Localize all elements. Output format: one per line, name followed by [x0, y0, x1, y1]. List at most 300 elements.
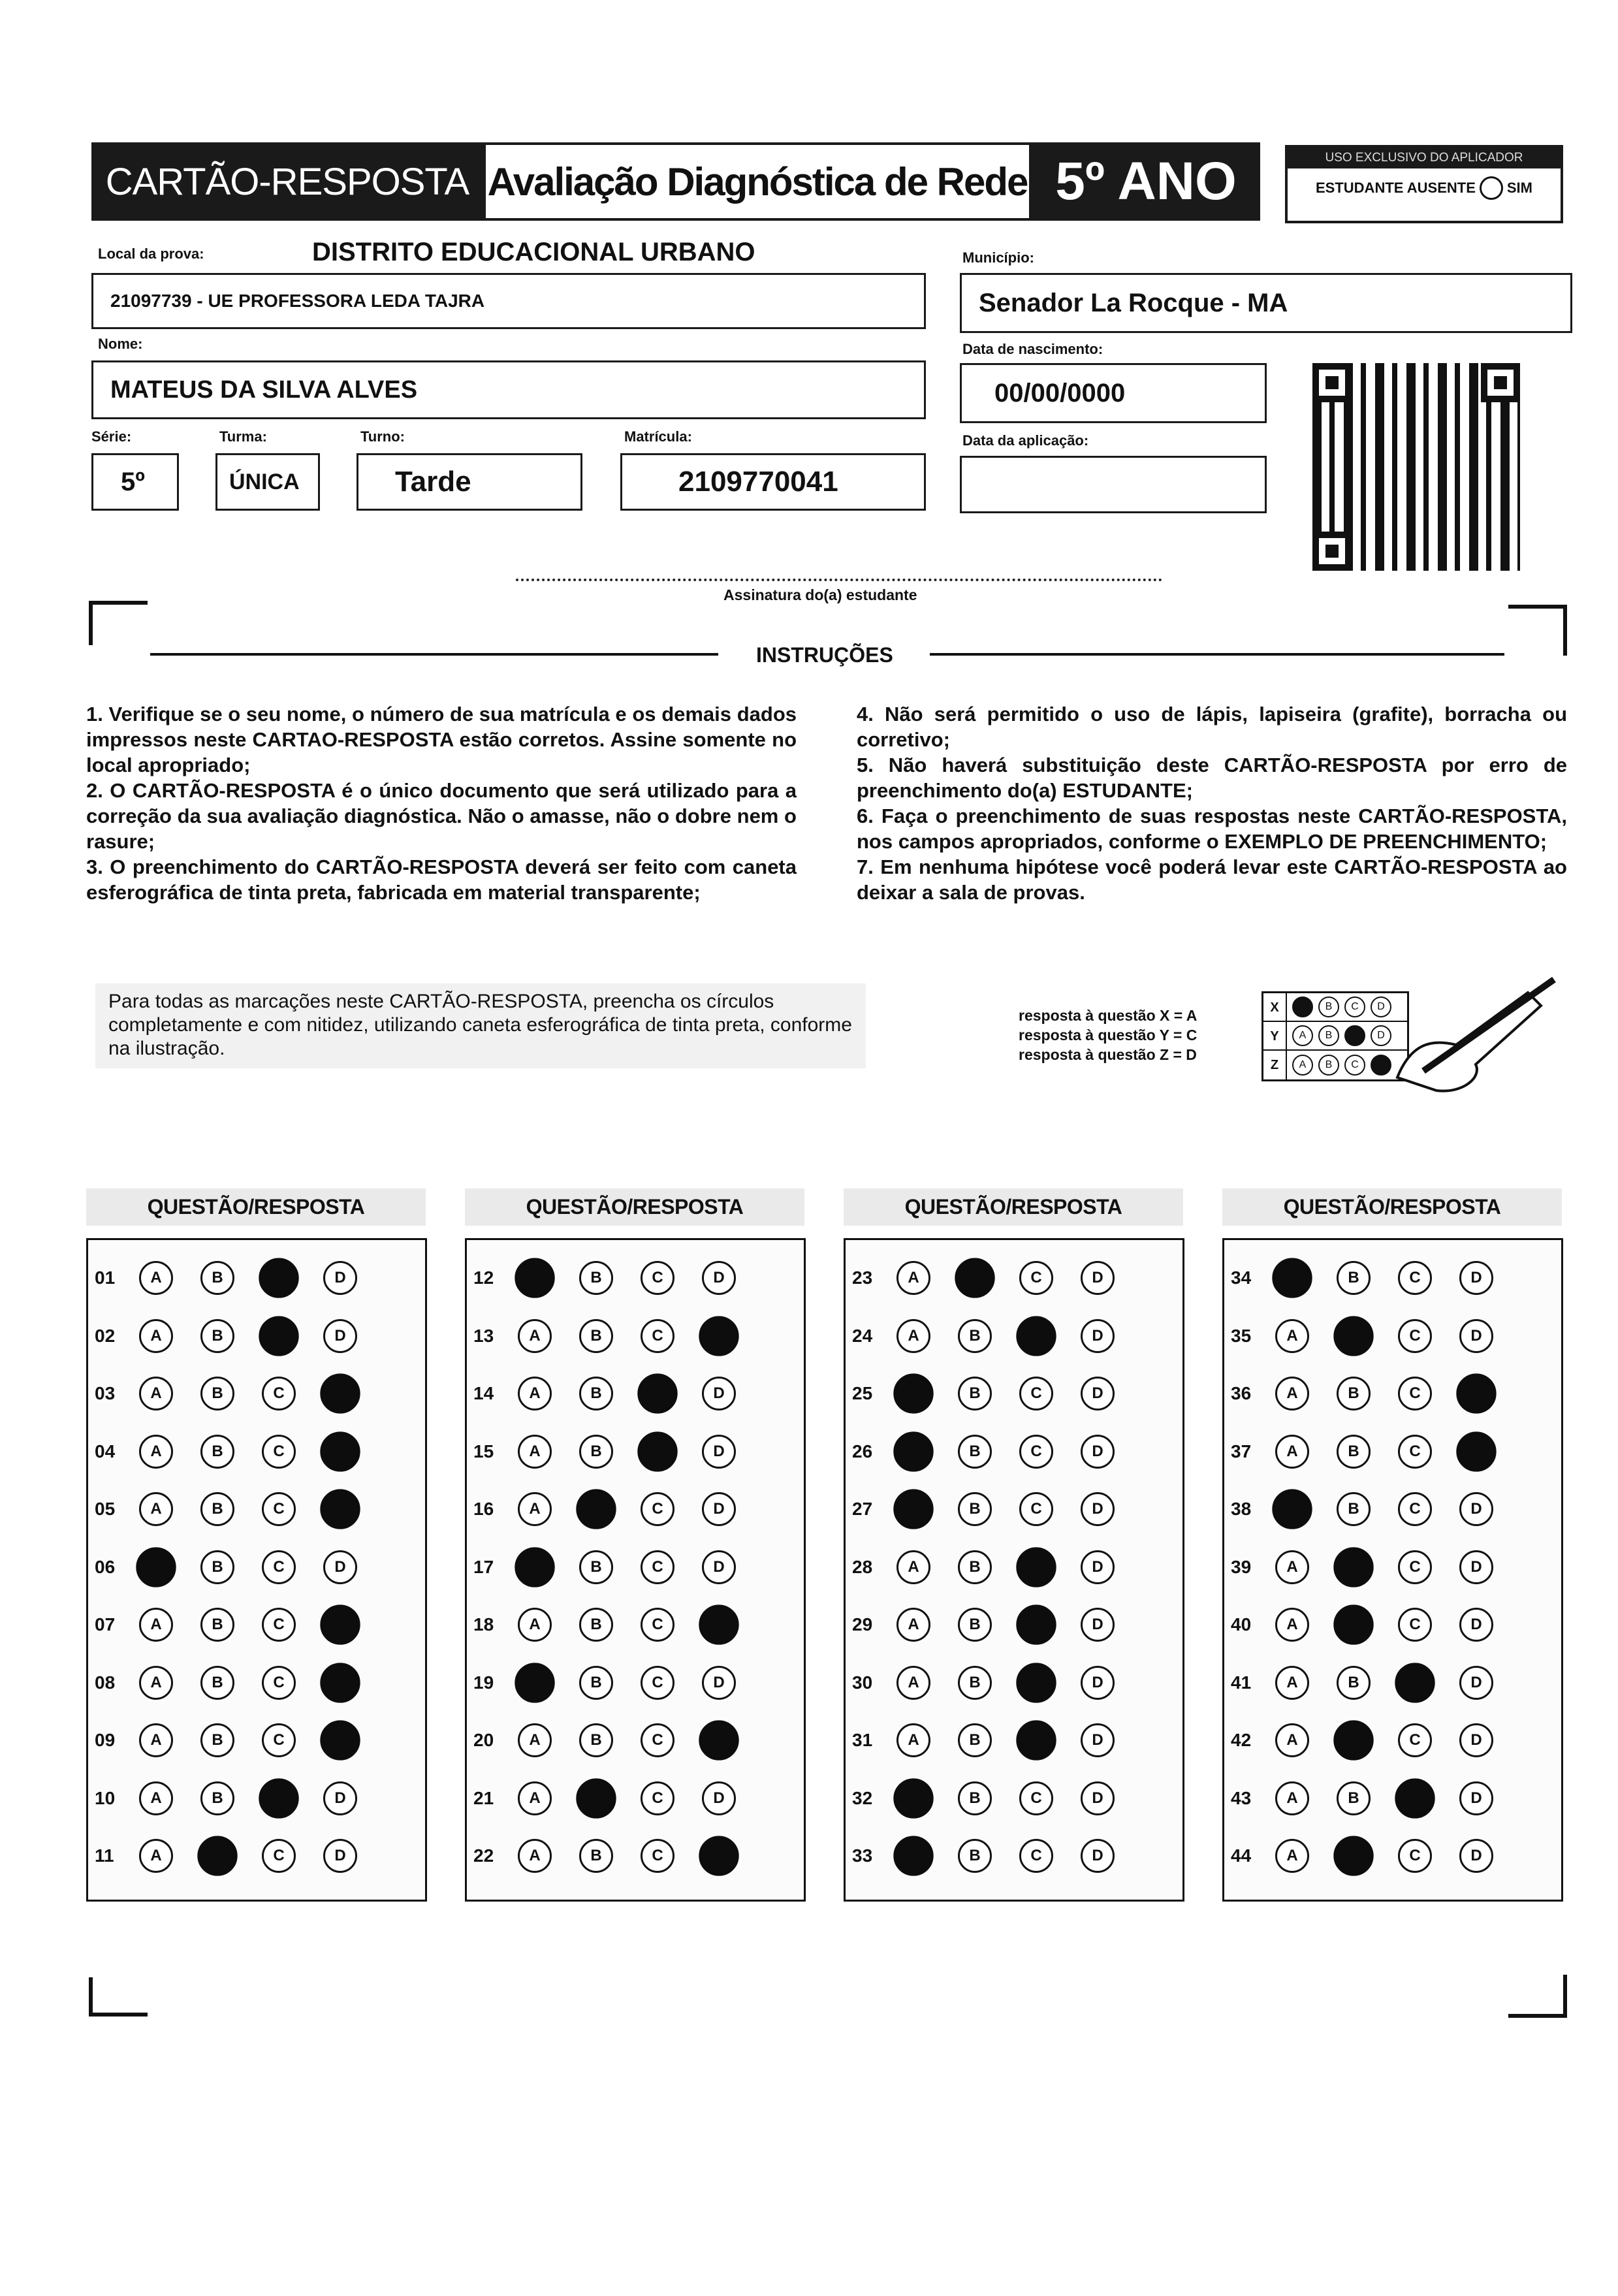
nome-field: [91, 360, 926, 419]
evaluation-banner: [483, 142, 1032, 221]
question-number: 30: [852, 1672, 873, 1693]
example-bubble-b: B: [1318, 1055, 1339, 1076]
answer-bubble-a[interactable]: [515, 1547, 554, 1587]
answer-bubble-a[interactable]: A: [518, 1319, 552, 1353]
answer-bubble-b[interactable]: B: [958, 1377, 992, 1411]
answer-bubble-b[interactable]: [576, 1778, 616, 1818]
answer-bubble-d[interactable]: D: [323, 1839, 357, 1873]
answer-bubble-b[interactable]: B: [958, 1492, 992, 1526]
question-row-09: [88, 1712, 425, 1770]
answer-bubble-d[interactable]: [1456, 1374, 1496, 1414]
example-bubble-c: [1344, 1025, 1365, 1046]
answer-bubble-c[interactable]: C: [262, 1492, 296, 1526]
answer-bubble-a[interactable]: [893, 1431, 933, 1471]
answer-bubble-d[interactable]: D: [1459, 1839, 1493, 1873]
aplicacao-field[interactable]: [960, 456, 1267, 513]
answer-bubble-d[interactable]: D: [1459, 1319, 1493, 1353]
grade-badge: 5º ANO: [1055, 151, 1237, 211]
answer-bubble-b[interactable]: B: [200, 1377, 234, 1411]
question-number: 09: [95, 1730, 116, 1751]
question-number: 44: [1231, 1845, 1252, 1866]
example-legend: [1019, 1006, 1197, 1064]
municipio-value: Senador La Rocque - MA: [979, 288, 1288, 317]
pen-body: [1423, 980, 1554, 1071]
answer-bubble-c[interactable]: [1016, 1316, 1056, 1356]
question-row-19: [467, 1654, 804, 1712]
aplicacao-label: Data da aplicação:: [962, 432, 1089, 449]
answer-bubble-b[interactable]: B: [1337, 1492, 1371, 1526]
question-number: 24: [852, 1325, 873, 1346]
answer-bubble-d[interactable]: D: [702, 1261, 736, 1295]
question-number: 41: [1231, 1672, 1252, 1693]
answer-bubble-c[interactable]: C: [641, 1666, 674, 1700]
answer-bubble-b[interactable]: [1333, 1721, 1373, 1761]
answer-bubble-a[interactable]: A: [518, 1608, 552, 1642]
answer-bubble-b[interactable]: B: [1337, 1377, 1371, 1411]
answer-bubble-b[interactable]: B: [958, 1550, 992, 1584]
example-legend-line: resposta à questão X = A: [1019, 1007, 1198, 1024]
absent-option: SIM: [1506, 180, 1532, 196]
answer-bubble-a[interactable]: A: [1275, 1377, 1309, 1411]
answer-bubble-c[interactable]: C: [262, 1839, 296, 1873]
answer-bubble-a[interactable]: A: [139, 1435, 173, 1469]
answer-bubble-d[interactable]: D: [1081, 1781, 1115, 1815]
answer-bubble-c[interactable]: C: [1019, 1377, 1053, 1411]
answer-bubble-b[interactable]: B: [958, 1666, 992, 1700]
answer-bubble-a[interactable]: A: [139, 1261, 173, 1295]
answer-bubble-c[interactable]: [1016, 1547, 1056, 1587]
question-number: 38: [1231, 1499, 1252, 1520]
answer-bubble-c[interactable]: C: [1398, 1723, 1432, 1757]
answer-bubble-d[interactable]: D: [702, 1377, 736, 1411]
question-row-38: [1224, 1480, 1561, 1539]
question-number: 18: [473, 1614, 494, 1635]
answer-bubble-b[interactable]: B: [1337, 1666, 1371, 1700]
answer-bubble-d[interactable]: D: [323, 1319, 357, 1353]
question-number: 27: [852, 1499, 873, 1520]
answer-bubble-a[interactable]: [515, 1258, 554, 1298]
question-row-29: [846, 1596, 1182, 1654]
answer-bubble-d[interactable]: D: [1459, 1781, 1493, 1815]
answer-bubble-a[interactable]: A: [139, 1666, 173, 1700]
answer-bubble-a[interactable]: A: [896, 1550, 930, 1584]
municipio-label: Município:: [962, 249, 1034, 266]
answer-bubble-a[interactable]: [1272, 1258, 1312, 1298]
example-bubble-c: C: [1344, 997, 1365, 1017]
question-row-21: [467, 1770, 804, 1828]
answer-bubble-c[interactable]: [637, 1431, 677, 1471]
answer-bubble-c[interactable]: C: [1398, 1608, 1432, 1642]
answer-bubble-a[interactable]: A: [139, 1608, 173, 1642]
instruction-item: 7. Em nenhuma hipótese você poderá levar este CARTÃO-RESPOSTA ao deixar a sala de provas.: [857, 855, 1567, 904]
question-row-23: [846, 1249, 1182, 1307]
example-bubble-b: B: [1318, 997, 1339, 1017]
question-number: 13: [473, 1325, 494, 1346]
answer-bubble-b[interactable]: B: [579, 1435, 613, 1469]
question-row-07: [88, 1596, 425, 1654]
answer-bubble-d[interactable]: [320, 1605, 360, 1645]
turma-label: Turma:: [219, 428, 267, 445]
question-number: 31: [852, 1730, 873, 1751]
example-legend-line: resposta à questão Z = D: [1019, 1046, 1197, 1063]
answer-bubble-d[interactable]: D: [1459, 1723, 1493, 1757]
question-row-36: [1224, 1365, 1561, 1423]
question-row-03: [88, 1365, 425, 1423]
answer-bubble-d[interactable]: [320, 1490, 360, 1529]
answer-bubble-b[interactable]: B: [200, 1319, 234, 1353]
answer-bubble-a[interactable]: A: [139, 1319, 173, 1353]
answer-bubble-b[interactable]: B: [1337, 1261, 1371, 1295]
answer-bubble-b[interactable]: B: [579, 1319, 613, 1353]
answer-bubble-a[interactable]: A: [518, 1377, 552, 1411]
question-row-04: [88, 1423, 425, 1481]
answer-bubble-a[interactable]: A: [1275, 1723, 1309, 1757]
instruction-item: 5. Não haverá substituição deste CARTÃO-RESPOSTA por erro de preenchimento do(a) ESTUDANTE;: [857, 754, 1567, 802]
answer-bubble-b[interactable]: B: [579, 1839, 613, 1873]
question-row-41: [1224, 1654, 1561, 1712]
question-number: 06: [95, 1556, 116, 1577]
answer-bubble-d[interactable]: D: [323, 1781, 357, 1815]
question-number: 05: [95, 1499, 116, 1520]
question-row-31: [846, 1712, 1182, 1770]
answer-bubble-b[interactable]: B: [200, 1550, 234, 1584]
qr-code: [1312, 363, 1520, 571]
answer-bubble-c[interactable]: C: [1019, 1261, 1053, 1295]
answer-bubble-c[interactable]: C: [262, 1435, 296, 1469]
question-number: 25: [852, 1383, 873, 1404]
corner-mark-bottom-left: [89, 1977, 148, 2017]
corner-mark-bottom-right: [1508, 1975, 1567, 2018]
question-number: 26: [852, 1441, 873, 1461]
answer-bubble-c[interactable]: C: [641, 1550, 674, 1584]
question-number: 03: [95, 1383, 116, 1404]
answer-bubble-d[interactable]: D: [323, 1550, 357, 1584]
answer-bubble-b[interactable]: B: [200, 1608, 234, 1642]
corner-mark-top-right: [1508, 605, 1567, 656]
answer-bubble-b[interactable]: B: [579, 1261, 613, 1295]
answer-bubble-c[interactable]: [259, 1316, 298, 1356]
answer-bubble-a[interactable]: [136, 1547, 176, 1587]
answer-bubble-d[interactable]: D: [1081, 1608, 1115, 1642]
instruction-item: 1. Verifique se o seu nome, o número de sua matrícula e os demais dados impressos neste CARTAO-RESPOSTA estão corretos. Assine somente no local apropriado;: [86, 703, 797, 776]
question-row-27: [846, 1480, 1182, 1539]
turno-field: [357, 453, 582, 511]
answer-bubble-d[interactable]: D: [1459, 1608, 1493, 1642]
answer-bubble-a[interactable]: A: [518, 1492, 552, 1526]
question-row-26: [846, 1423, 1182, 1481]
question-row-28: [846, 1539, 1182, 1597]
answer-bubble-d[interactable]: D: [1081, 1261, 1115, 1295]
question-row-37: [1224, 1423, 1561, 1481]
instructions-title: INSTRUÇÕES: [756, 643, 893, 667]
nome-label: Nome:: [98, 336, 143, 352]
answer-bubble-b[interactable]: B: [579, 1666, 613, 1700]
signature-line: [516, 579, 1162, 581]
answer-column-header: QUESTÃO/RESPOSTA: [465, 1188, 804, 1226]
answer-bubble-b[interactable]: B: [958, 1781, 992, 1815]
answer-bubble-a[interactable]: A: [518, 1781, 552, 1815]
answer-column-header: QUESTÃO/RESPOSTA: [86, 1188, 426, 1226]
answer-bubble-a[interactable]: A: [896, 1666, 930, 1700]
question-number: 10: [95, 1787, 116, 1808]
turno-value: Tarde: [395, 466, 471, 498]
answer-bubble-a[interactable]: A: [139, 1492, 173, 1526]
signature-label: Assinatura do(a) estudante: [723, 586, 917, 603]
example-bubble-b: B: [1318, 1025, 1339, 1046]
instruction-item: 4. Não será permitido o uso de lápis, lapiseira (grafite), borracha ou corretivo;: [857, 703, 1567, 751]
answer-bubble-c[interactable]: C: [262, 1723, 296, 1757]
answer-bubble-b[interactable]: B: [200, 1261, 234, 1295]
question-number: 11: [95, 1845, 114, 1866]
instructions-left-column: [86, 701, 797, 905]
answer-bubble-a[interactable]: A: [1275, 1781, 1309, 1815]
answer-bubble-b[interactable]: B: [958, 1839, 992, 1873]
answer-bubble-a[interactable]: A: [896, 1261, 930, 1295]
answer-bubble-d[interactable]: D: [1081, 1550, 1115, 1584]
corner-mark-top-left: [89, 601, 148, 645]
answer-bubble-b[interactable]: B: [958, 1608, 992, 1642]
answer-bubble-a[interactable]: A: [1275, 1550, 1309, 1584]
answer-bubble-d[interactable]: D: [1081, 1492, 1115, 1526]
answer-bubble-c[interactable]: [1395, 1663, 1435, 1702]
answer-column: [465, 1238, 806, 1902]
answer-bubble-c[interactable]: [637, 1374, 677, 1414]
answer-bubble-c[interactable]: [1395, 1778, 1435, 1818]
question-row-33: [846, 1827, 1182, 1885]
answer-bubble-c[interactable]: C: [262, 1666, 296, 1700]
answer-bubble-c[interactable]: [1016, 1663, 1056, 1702]
question-row-10: [88, 1770, 425, 1828]
answer-bubble-b[interactable]: B: [579, 1550, 613, 1584]
answer-bubble-b[interactable]: B: [958, 1723, 992, 1757]
question-row-14: [467, 1365, 804, 1423]
answer-bubble-c[interactable]: C: [641, 1723, 674, 1757]
answer-bubble-a[interactable]: [893, 1778, 933, 1818]
answer-bubble-d[interactable]: D: [702, 1666, 736, 1700]
absent-checkbox[interactable]: [1480, 176, 1503, 200]
answer-bubble-a[interactable]: [893, 1836, 933, 1876]
question-row-34: [1224, 1249, 1561, 1307]
title-banner: [91, 142, 483, 221]
answer-bubble-d[interactable]: [320, 1374, 360, 1414]
answer-bubble-c[interactable]: C: [641, 1319, 674, 1353]
answer-bubble-a[interactable]: A: [518, 1839, 552, 1873]
answer-bubble-d[interactable]: D: [1081, 1377, 1115, 1411]
answer-bubble-d[interactable]: [699, 1316, 738, 1356]
question-number: 01: [95, 1268, 116, 1288]
answer-bubble-d[interactable]: [699, 1605, 738, 1645]
question-row-08: [88, 1654, 425, 1712]
question-number: 14: [473, 1383, 494, 1404]
answer-bubble-d[interactable]: [320, 1721, 360, 1761]
grade-banner: [1032, 142, 1260, 221]
answer-bubble-c[interactable]: C: [1019, 1839, 1053, 1873]
answer-bubble-d[interactable]: [320, 1663, 360, 1702]
answer-bubble-a[interactable]: A: [139, 1781, 173, 1815]
question-row-17: [467, 1539, 804, 1597]
example-bubble-c: C: [1344, 1055, 1365, 1076]
answer-bubble-a[interactable]: A: [139, 1839, 173, 1873]
answer-bubble-a[interactable]: A: [896, 1608, 930, 1642]
answer-bubble-a[interactable]: [1272, 1490, 1312, 1529]
answer-bubble-b[interactable]: B: [200, 1435, 234, 1469]
question-number: 17: [473, 1556, 494, 1577]
answer-bubble-c[interactable]: C: [1398, 1839, 1432, 1873]
question-row-24: [846, 1307, 1182, 1365]
answer-bubble-a[interactable]: A: [518, 1723, 552, 1757]
school-field: [91, 273, 926, 329]
answer-bubble-d[interactable]: D: [1081, 1839, 1115, 1873]
question-row-13: [467, 1307, 804, 1365]
example-bubble-a: A: [1292, 1025, 1313, 1046]
answer-bubble-d[interactable]: D: [1459, 1550, 1493, 1584]
answer-bubble-a[interactable]: A: [1275, 1666, 1309, 1700]
answer-bubble-b[interactable]: B: [579, 1377, 613, 1411]
answer-bubble-d[interactable]: D: [702, 1550, 736, 1584]
qr-finder-bottom-left: [1312, 532, 1352, 571]
answer-bubble-c[interactable]: C: [1398, 1319, 1432, 1353]
pen-hand-illustration: [1384, 966, 1574, 1097]
answer-bubble-c[interactable]: C: [262, 1608, 296, 1642]
answer-bubble-b[interactable]: [576, 1490, 616, 1529]
answer-bubble-c[interactable]: C: [641, 1781, 674, 1815]
answer-bubble-a[interactable]: A: [1275, 1435, 1309, 1469]
answer-bubble-b[interactable]: B: [200, 1492, 234, 1526]
answer-bubble-c[interactable]: C: [262, 1550, 296, 1584]
answer-bubble-d[interactable]: D: [1459, 1261, 1493, 1295]
answer-bubble-c[interactable]: [1016, 1605, 1056, 1645]
answer-bubble-c[interactable]: [1016, 1721, 1056, 1761]
instruction-item: 3. O preenchimento do CARTÃO-RESPOSTA deverá ser feito com caneta esferográfica de tinta preta, fabricada em material transparente;: [86, 855, 797, 904]
answer-bubble-b[interactable]: [955, 1258, 994, 1298]
answer-bubble-a[interactable]: [893, 1374, 933, 1414]
question-row-15: [467, 1423, 804, 1481]
answer-bubble-b[interactable]: [1333, 1316, 1373, 1356]
evaluation-title: Avaliação Diagnóstica de Rede: [487, 159, 1028, 204]
answer-bubble-b[interactable]: B: [958, 1319, 992, 1353]
answer-bubble-c[interactable]: C: [1019, 1435, 1053, 1469]
answer-bubble-d[interactable]: D: [1081, 1666, 1115, 1700]
answer-bubble-a[interactable]: A: [139, 1723, 173, 1757]
serie-field: [91, 453, 179, 511]
question-number: 36: [1231, 1383, 1252, 1404]
answer-bubble-d[interactable]: [699, 1721, 738, 1761]
turma-field: [215, 453, 320, 511]
answer-bubble-b[interactable]: B: [200, 1666, 234, 1700]
answer-bubble-a[interactable]: A: [1275, 1608, 1309, 1642]
answer-bubble-c[interactable]: C: [641, 1608, 674, 1642]
question-row-06: [88, 1539, 425, 1597]
question-row-20: [467, 1712, 804, 1770]
turma-value: ÚNICA: [229, 469, 300, 494]
answer-bubble-a[interactable]: A: [1275, 1319, 1309, 1353]
answer-bubble-c[interactable]: C: [1398, 1261, 1432, 1295]
question-row-01: [88, 1249, 425, 1307]
answer-bubble-d[interactable]: D: [323, 1261, 357, 1295]
answer-bubble-b[interactable]: B: [579, 1723, 613, 1757]
answer-bubble-c[interactable]: C: [1398, 1435, 1432, 1469]
question-number: 15: [473, 1441, 494, 1461]
answer-bubble-d[interactable]: D: [702, 1435, 736, 1469]
answer-bubble-d[interactable]: D: [1459, 1492, 1493, 1526]
answer-bubble-c[interactable]: C: [262, 1377, 296, 1411]
answer-bubble-d[interactable]: D: [1081, 1435, 1115, 1469]
question-number: 04: [95, 1441, 116, 1461]
question-row-44: [1224, 1827, 1561, 1885]
answer-bubble-a[interactable]: A: [139, 1377, 173, 1411]
answer-column-header: QUESTÃO/RESPOSTA: [1222, 1188, 1562, 1226]
answer-bubble-b[interactable]: B: [958, 1435, 992, 1469]
example-bubble-a: A: [1292, 1055, 1313, 1076]
answer-bubble-c[interactable]: C: [1398, 1492, 1432, 1526]
answer-bubble-b[interactable]: [1333, 1836, 1373, 1876]
answer-bubble-b[interactable]: B: [1337, 1781, 1371, 1815]
answer-bubble-d[interactable]: [320, 1431, 360, 1471]
question-row-11: [88, 1827, 425, 1885]
qr-finder-top-left: [1312, 363, 1352, 402]
answer-bubble-d[interactable]: D: [1081, 1723, 1115, 1757]
answer-bubble-c[interactable]: C: [1398, 1550, 1432, 1584]
answer-bubble-b[interactable]: B: [1337, 1435, 1371, 1469]
answer-bubble-a[interactable]: [515, 1663, 554, 1702]
answer-bubble-d[interactable]: [699, 1836, 738, 1876]
question-number: 08: [95, 1672, 116, 1693]
answer-bubble-b[interactable]: B: [200, 1723, 234, 1757]
answer-bubble-a[interactable]: A: [518, 1435, 552, 1469]
answer-bubble-a[interactable]: [893, 1490, 933, 1529]
answer-bubble-d[interactable]: D: [1081, 1319, 1115, 1353]
answer-bubble-c[interactable]: [259, 1258, 298, 1298]
example-question-key: Y: [1263, 1022, 1287, 1049]
answer-bubble-c[interactable]: C: [641, 1261, 674, 1295]
answer-bubble-b[interactable]: B: [579, 1608, 613, 1642]
question-number: 20: [473, 1730, 494, 1751]
question-row-02: [88, 1307, 425, 1365]
turno-label: Turno:: [360, 428, 405, 445]
question-number: 39: [1231, 1556, 1252, 1577]
answer-bubble-c[interactable]: C: [641, 1839, 674, 1873]
answer-bubble-a[interactable]: A: [896, 1723, 930, 1757]
serie-value: 5º: [121, 467, 145, 496]
answer-bubble-c[interactable]: C: [1019, 1781, 1053, 1815]
exclusive-use-title: USO EXCLUSIVO DO APLICADOR: [1288, 148, 1561, 168]
answer-bubble-a[interactable]: A: [896, 1319, 930, 1353]
nascimento-label: Data de nascimento:: [962, 341, 1103, 357]
answer-bubble-c[interactable]: [259, 1778, 298, 1818]
answer-bubble-a[interactable]: A: [1275, 1839, 1309, 1873]
answer-bubble-d[interactable]: [1456, 1431, 1496, 1471]
question-number: 22: [473, 1845, 494, 1866]
answer-bubble-c[interactable]: C: [1019, 1492, 1053, 1526]
question-number: 34: [1231, 1268, 1252, 1288]
answer-bubble-b[interactable]: [1333, 1547, 1373, 1587]
answer-bubble-b[interactable]: B: [200, 1781, 234, 1815]
answer-bubble-d[interactable]: D: [1459, 1666, 1493, 1700]
matricula-field: [620, 453, 926, 511]
answer-bubble-c[interactable]: C: [641, 1492, 674, 1526]
matricula-label: Matrícula:: [624, 428, 692, 445]
answer-column: [1222, 1238, 1563, 1902]
answer-bubble-c[interactable]: C: [1398, 1377, 1432, 1411]
answer-bubble-d[interactable]: D: [702, 1492, 736, 1526]
question-row-39: [1224, 1539, 1561, 1597]
example-question-key: Z: [1263, 1051, 1287, 1079]
answer-bubble-b[interactable]: [197, 1836, 237, 1876]
answer-bubble-b[interactable]: [1333, 1605, 1373, 1645]
serie-label: Série:: [91, 428, 132, 445]
answer-bubble-d[interactable]: D: [702, 1781, 736, 1815]
answer-column: [844, 1238, 1184, 1902]
